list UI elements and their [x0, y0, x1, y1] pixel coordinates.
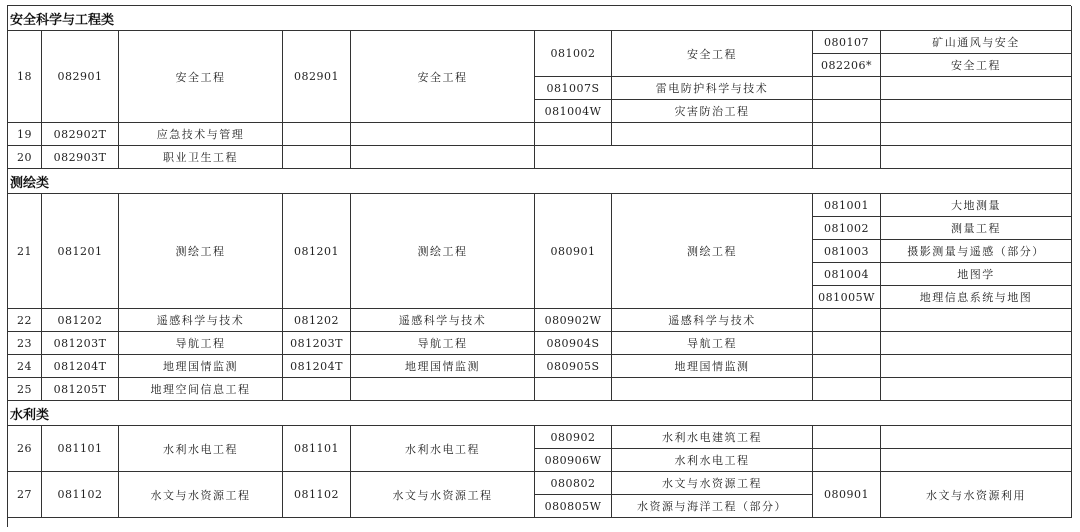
empty-cell: [535, 123, 612, 146]
empty-cell: [881, 123, 1072, 146]
major-code: 081204T: [42, 355, 119, 378]
major-code-2: 081102: [283, 472, 351, 518]
major-code-2: 081202: [283, 309, 351, 332]
sub-code: 080905S: [535, 355, 612, 378]
major-code: 082902T: [42, 123, 119, 146]
grad-code: 081002: [813, 217, 881, 240]
empty-cell: [351, 123, 535, 146]
row-number: 24: [8, 355, 42, 378]
sub-code: 080802: [535, 472, 612, 495]
sub-code: 080906W: [535, 449, 612, 472]
grad-code: 082206*: [813, 54, 881, 77]
empty-cell: [881, 426, 1072, 449]
sub-code: 081007S: [535, 77, 612, 100]
section-header-water: 水利类: [8, 401, 1072, 426]
empty-cell: [881, 449, 1072, 472]
major-name: 遥感科学与技术: [119, 309, 283, 332]
empty-cell: [612, 378, 813, 401]
row-number: 27: [8, 472, 42, 518]
major-code: 081205T: [42, 378, 119, 401]
empty-cell: [813, 309, 881, 332]
empty-cell: [881, 309, 1072, 332]
empty-cell: [813, 332, 881, 355]
sub-code: 080901: [535, 194, 612, 309]
major-name: 导航工程: [119, 332, 283, 355]
major-code: 081101: [42, 426, 119, 472]
empty-cell: [283, 378, 351, 401]
grad-code: 081005W: [813, 286, 881, 309]
grad-code: 081001: [813, 194, 881, 217]
sub-name: 水文与水资源工程: [612, 472, 813, 495]
major-name-2: 导航工程: [351, 332, 535, 355]
empty-cell: [351, 146, 535, 169]
empty-cell: [813, 449, 881, 472]
row-number: 22: [8, 309, 42, 332]
grad-name: 水文与水资源利用: [881, 472, 1072, 518]
empty-cell: [881, 146, 1072, 169]
grad-name: 大地测量: [881, 194, 1072, 217]
major-code: 081102: [42, 472, 119, 518]
major-name-2: 水文与水资源工程: [351, 472, 535, 518]
sub-code: 080805W: [535, 495, 612, 518]
major-code-2: 081204T: [283, 355, 351, 378]
major-name-2: 遥感科学与技术: [351, 309, 535, 332]
sub-name: 雷电防护科学与技术: [612, 77, 813, 100]
empty-cell: [535, 378, 612, 401]
grad-name: 安全工程: [881, 54, 1072, 77]
empty-cell: [283, 146, 351, 169]
major-name: 地理空间信息工程: [119, 378, 283, 401]
major-code-2: 081203T: [283, 332, 351, 355]
sub-code: 081004W: [535, 100, 612, 123]
major-name: 安全工程: [119, 31, 283, 123]
empty-cell: [813, 123, 881, 146]
row-number: 23: [8, 332, 42, 355]
grad-name: 地理信息系统与地图: [881, 286, 1072, 309]
row-number: 25: [8, 378, 42, 401]
major-name-2: 地理国情监测: [351, 355, 535, 378]
grad-code: 080107: [813, 31, 881, 54]
grad-code: 080901: [813, 472, 881, 518]
major-code: 082903T: [42, 146, 119, 169]
row-number: 26: [8, 426, 42, 472]
major-name: 测绘工程: [119, 194, 283, 309]
empty-cell: [612, 123, 813, 146]
major-code-2: 081201: [283, 194, 351, 309]
sub-name: 水利水电建筑工程: [612, 426, 813, 449]
section-header-surveying: 测绘类: [8, 169, 1072, 194]
grad-code: 081004: [813, 263, 881, 286]
sub-code: 080902: [535, 426, 612, 449]
empty-cell: [813, 146, 881, 169]
empty-cell: [283, 123, 351, 146]
major-code: 081201: [42, 194, 119, 309]
grad-name: 地图学: [881, 263, 1072, 286]
sub-name: 遥感科学与技术: [612, 309, 813, 332]
sub-name: 水资源与海洋工程（部分）: [612, 495, 813, 518]
major-mapping-table: [7, 5, 1071, 527]
empty-cell: [813, 100, 881, 123]
major-code-2: 082901: [283, 31, 351, 123]
sub-name: 测绘工程: [612, 194, 813, 309]
major-name-2: 安全工程: [351, 31, 535, 123]
sub-code: 081002: [535, 31, 612, 77]
sub-name: 导航工程: [612, 332, 813, 355]
grad-code: 081003: [813, 240, 881, 263]
empty-cell: [881, 100, 1072, 123]
grad-name: 测量工程: [881, 217, 1072, 240]
row-number: 19: [8, 123, 42, 146]
sub-name: 地理国情监测: [612, 355, 813, 378]
major-code-2: 081101: [283, 426, 351, 472]
empty-cell: [881, 378, 1072, 401]
major-name: 水文与水资源工程: [119, 472, 283, 518]
sub-name: 安全工程: [612, 31, 813, 77]
sub-name: 水利水电工程: [612, 449, 813, 472]
major-name: 水利水电工程: [119, 426, 283, 472]
major-name: 应急技术与管理: [119, 123, 283, 146]
major-name-2: 水利水电工程: [351, 426, 535, 472]
empty-cell: [881, 77, 1072, 100]
row-number: 20: [8, 146, 42, 169]
sub-code: 080904S: [535, 332, 612, 355]
row-number: 21: [8, 194, 42, 309]
empty-cell: [813, 77, 881, 100]
grad-name: 矿山通风与安全: [881, 31, 1072, 54]
empty-cell: [351, 378, 535, 401]
grad-name: 摄影测量与遥感（部分）: [881, 240, 1072, 263]
major-code: 081203T: [42, 332, 119, 355]
major-name: 地理国情监测: [119, 355, 283, 378]
section-header-safety: 安全科学与工程类: [8, 6, 1072, 31]
major-code: 082901: [42, 31, 119, 123]
sub-name: 灾害防治工程: [612, 100, 813, 123]
empty-cell: [813, 426, 881, 449]
major-name: 职业卫生工程: [119, 146, 283, 169]
major-name-2: 测绘工程: [351, 194, 535, 309]
empty-cell: [813, 378, 881, 401]
empty-cell: [881, 355, 1072, 378]
sub-code: 080902W: [535, 309, 612, 332]
empty-cell: [535, 146, 813, 169]
empty-cell: [881, 332, 1072, 355]
empty-cell: [813, 355, 881, 378]
row-number: 18: [8, 31, 42, 123]
major-code: 081202: [42, 309, 119, 332]
